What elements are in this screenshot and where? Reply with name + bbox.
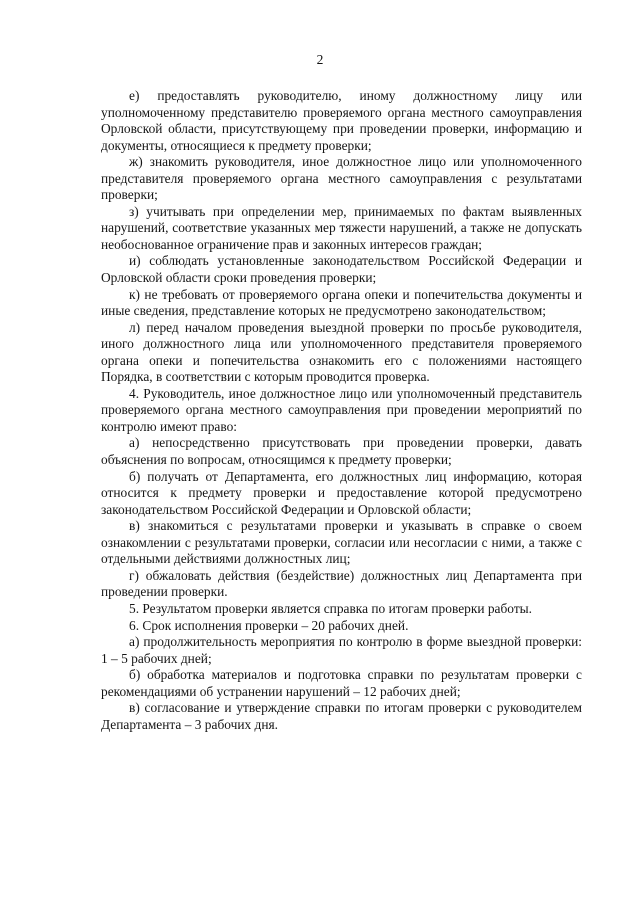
paragraph-5-result: 5. Результатом проверки является справка по итогам проверки работы. [129, 600, 533, 616]
paragraph-v-approval-duration: в) согласование и утверждение справки по итогам проверки с руководителем Департамента – 3 рабочих дня. [101, 700, 582, 732]
paragraph-b-receive-information: б) получать от Департамента, его должностных лиц информацию, которая относится к предмету проверки и предоставление которой предусмотрено законодательством Российской Федерации и Орловской области; [101, 468, 582, 517]
paragraph-i-observe-deadlines: и) соблюдать установленные законодательством Российской Федерации и Орловской области сроки проведения проверки; [101, 253, 582, 286]
paragraph-e-provide-information: е) предоставлять руководителю, иному должностному лицу или уполномоченному представителю проверяемого органа местного самоуправления Орловской области, присутствующему при проведении проверки, информацию и документы, относящиеся к предмету проверки; [101, 88, 582, 153]
paragraph-4-rights-intro: 4. Руководитель, иное должностное лицо или уполномоченный представитель проверяемого органа местного самоуправления при проведении мероприятий по контролю имеют право: [101, 385, 582, 434]
page-number: 2 [316, 52, 324, 67]
document-body [101, 88, 582, 733]
paragraph-l-acquaint-procedure: л) перед началом проведения выездной проверки по просьбе руководителя, иного должностного лица или уполномоченного представителя проверяемого органа опеки и попечительства ознакомить его с положениями настоящего Порядка, в соответствии с которым проводится проверка. [101, 319, 582, 385]
paragraph-zh-acquaint-results: ж) знакомить руководителя, иное должностное лицо или уполномоченного представителя проверяемого органа местного самоуправления с результатами проверки; [101, 154, 582, 203]
paragraph-a-onsite-duration: а) продолжительность мероприятия по контролю в форме выездной проверки: 1 – 5 рабочих дней; [101, 634, 582, 666]
paragraph-g-appeal-actions: г) обжаловать действия (бездействие) должностных лиц Департамента при проведении проверки. [101, 567, 582, 600]
paragraph-b-processing-duration: б) обработка материалов и подготовка справки по результатам проверки с рекомендациями об устранении нарушений – 12 рабочих дней; [101, 667, 582, 699]
paragraph-a-attend-inspection: а) непосредственно присутствовать при проведении проверки, давать объяснения по вопросам, относящимся к предмету проверки; [101, 435, 582, 468]
paragraph-k-no-excess-documents: к) не требовать от проверяемого органа опеки и попечительства документы и иные сведения, представление которых не предусмотрено законодательством; [101, 286, 582, 319]
paragraph-z-consider-measures: з) учитывать при определении мер, принимаемых по фактам выявленных нарушений, соответствие указанных мер тяжести нарушений, а также не допускать необоснованное ограничение прав и законных интересов граждан; [101, 203, 582, 252]
paragraph-v-review-results: в) знакомиться с результатами проверки и указывать в справке о своем ознакомлении с результатами проверки, согласии или несогласии с ними, а также с отдельными действиями должностных лиц; [101, 518, 582, 567]
paragraph-6-duration: 6. Срок исполнения проверки – 20 рабочих дней. [129, 617, 409, 633]
